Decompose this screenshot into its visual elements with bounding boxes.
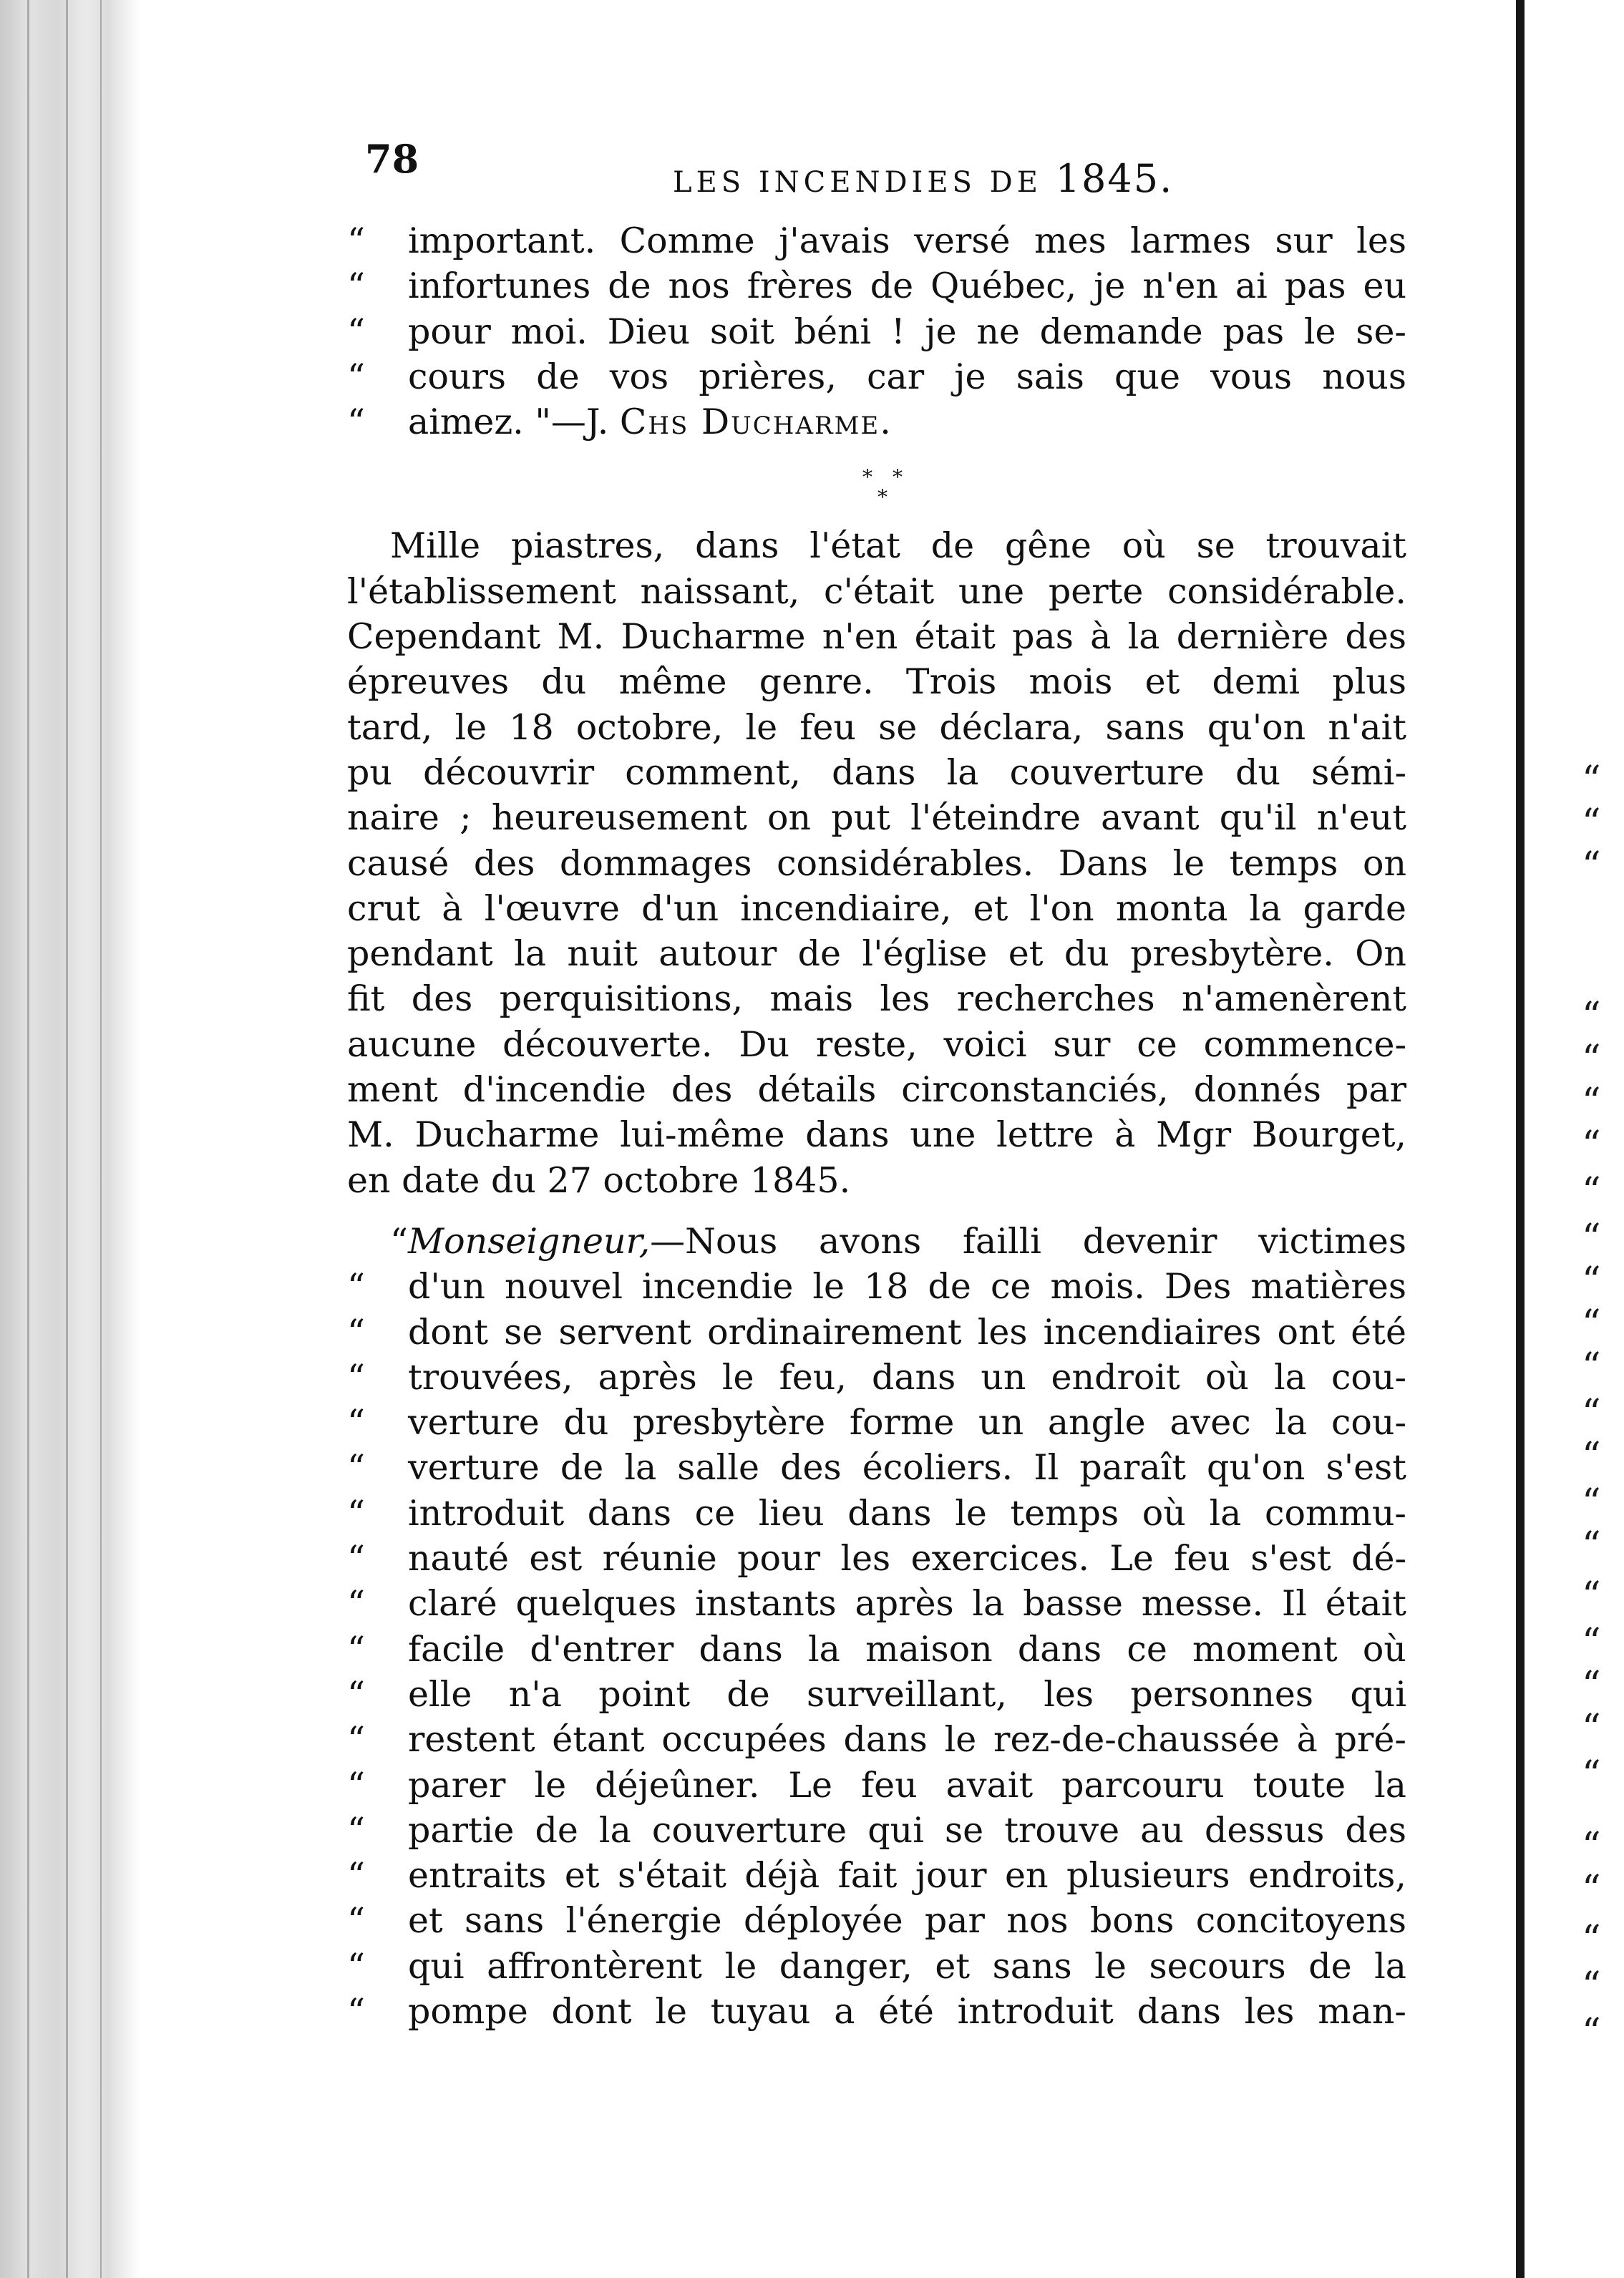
text-line: M. Ducharme lui-même dans une lettre à Mgr Bourget, [347,1114,1406,1156]
letter-continuation [347,218,1406,444]
quote-mark: “ [347,1402,366,1444]
text-line: “ partie de la couverture qui se trouve au dessus des [347,1808,1406,1853]
text-line: “ d'un nouvel incendie le 18 de ce mois. Des matières [347,1264,1406,1309]
quote-mark: “ [347,356,366,397]
text-line: “ infortunes de nos frères de Québec, je n'en ai pas eu [347,263,1406,308]
quote-mark: “ [390,1220,409,1262]
text-line: pendant la nuit autour de l'église et du presbytère. On [347,933,1406,975]
facing-page-quote-mark: “ [1582,995,1601,1038]
asterism-star: * [893,465,903,490]
text-line: tard, le 18 octobre, le feu se déclara, sans qu'on n'ait [347,706,1406,748]
text-line: l'établissement naissant, c'était une perte considérable. [347,570,1406,612]
facing-page-quote-mark: “ [1582,1574,1601,1617]
quote-mark: “ [347,311,366,352]
quote-mark: “ [347,1266,366,1308]
running-head-title: LES INCENDIES DE [673,166,1056,199]
quote-mark: “ [347,1628,366,1670]
text-line: “ qui affrontèrent le danger, et sans le secours de la [347,1944,1406,1989]
text-line: “ elle n'a point de surveillant, les personnes qui [347,1672,1406,1717]
facing-page-quote-mark: “ [1582,1435,1601,1478]
quote-mark: “ [347,1538,366,1579]
facing-page-quote-mark: “ [1582,1918,1601,1961]
asterism-star: * [862,465,872,490]
text-line: “ et sans l'énergie déployée par nos bons concitoyens [347,1898,1406,1943]
facing-page-quote-mark: “ [1582,802,1601,844]
facing-page-edge [1516,0,1525,2278]
book-page [347,129,1406,2240]
text-line: crut à l'œuvre d'un incendiaire, et l'on monta la garde [347,887,1406,929]
page-header [347,129,1174,201]
text-line: “ Monseigneur,—Nous avons failli devenir victimes [347,1219,1406,1264]
text-line: épreuves du même genre. Trois mois et demi plus [347,661,1406,703]
text-line: “ claré quelques instants après la basse messe. Il était [347,1581,1406,1626]
facing-page-quote-mark: “ [1582,1481,1601,1524]
text-line: “ facile d'entrer dans la maison dans ce moment où [347,1627,1406,1672]
facing-page-quote-mark: “ [1582,1260,1601,1303]
text-line: aucune découverte. Du reste, voici sur ce commence- [347,1023,1406,1065]
text-line: “ nauté est réunie pour les exercices. Le feu s'est dé- [347,1536,1406,1581]
facing-page-quote-mark: “ [1582,1392,1601,1435]
gutter-edge-line [100,0,102,2278]
gutter-edge-line [66,0,68,2278]
text-line: pu découvrir comment, dans la couverture du sémi- [347,751,1406,793]
text-line: “ introduit dans ce lieu dans le temps où la commu- [347,1491,1406,1536]
facing-page-quote-mark: “ [1582,1868,1601,1911]
facing-page-quote-mark: “ [1582,1303,1601,1345]
quote-mark: “ [347,1900,366,1942]
facing-page-quote-mark: “ [1582,1707,1601,1750]
signature: Chs Ducharme. [619,401,893,443]
facing-page-quote-mark: “ [1582,759,1601,802]
text-line: ment d'incendie des détails circonstanciés, donnés par [347,1069,1406,1111]
running-head [673,156,1173,201]
text-line: Cependant M. Ducharme n'en était pas à la dernière des [347,616,1406,658]
text-line: “ trouvées, après le feu, dans un endroit où la cou- [347,1355,1406,1400]
text-line: naire ; heureusement on put l'éteindre avant qu'il n'eut [347,797,1406,839]
facing-page-quote-mark: “ [1582,1825,1601,1868]
text-line: “ cours de vos prières, car je sais que vous nous [347,354,1406,399]
text-line: “ entraits et s'était déjà fait jour en plusieurs endroits, [347,1853,1406,1898]
text-line: “ parer le déjeûner. Le feu avait parcouru toute la [347,1763,1406,1808]
narrative-paragraph [347,523,1406,1202]
quote-mark: “ [347,1673,366,1715]
asterism-star: * [877,485,888,510]
page-number: 78 [365,136,419,182]
gutter-edge-line [27,0,29,2278]
facing-page-quote-mark: “ [1582,1345,1601,1388]
facing-page-quote-mark: “ [1582,1524,1601,1567]
facing-page-quote-mark: “ [1582,1217,1601,1260]
quote-mark: “ [347,1945,366,1987]
text-line: “ restent étant occupées dans le rez-de-chaussée à pré- [347,1717,1406,1762]
quote-mark: “ [347,1764,366,1806]
quoted-letter [347,1219,1406,2034]
quote-mark: “ [347,1356,366,1398]
facing-page-quote-mark: “ [1582,1965,1601,2007]
facing-page-quote-mark: “ [1582,844,1601,887]
quote-mark: “ [347,1492,366,1534]
text-line: Mille piastres, dans l'état de gêne où se trouvait [390,525,1406,567]
text-line: “ verture du presbytère forme un angle avec la cou- [347,1400,1406,1445]
quote-mark: “ [347,1583,366,1625]
binding-gutter [0,0,140,2278]
quote-mark: “ [347,1855,366,1897]
quote-mark: “ [347,1311,366,1353]
text-line: causé des dommages considérables. Dans le temps on [347,842,1406,884]
quote-mark: “ [347,1990,366,2032]
facing-page-quote-mark: “ [1582,1170,1601,1213]
quote-mark: “ [347,266,366,307]
quote-mark: “ [347,220,366,261]
text-line: “ important. Comme j'avais versé mes larmes sur les [347,218,1406,263]
running-head-year: 1845. [1055,156,1174,201]
quote-mark: “ [347,1809,366,1851]
text-line: en date du 27 octobre 1845. [347,1159,851,1201]
letter-salutation: Monseigneur, [408,1220,651,1262]
facing-page-quote-marks [1582,0,1624,2278]
text-line: “ dont se servent ordinairement les incendiaires ont été [347,1310,1406,1355]
facing-page-quote-mark: “ [1582,2011,1601,2054]
facing-page-quote-mark: “ [1582,1664,1601,1707]
text-line: “ pompe dont le tuyau a été introduit dans les man- [347,1989,1406,2034]
quote-mark: “ [347,1447,366,1489]
facing-page-quote-mark: “ [1582,1081,1601,1124]
page-body [347,218,1406,2034]
quote-mark: “ [347,1719,366,1761]
facing-page-quote-mark: “ [1582,1753,1601,1796]
asterism [347,444,1406,523]
text-line: “ pour moi. Dieu soit béni ! je ne demande pas le se- [347,309,1406,354]
facing-page-quote-mark: “ [1582,1038,1601,1081]
text-line: fit des perquisitions, mais les recherches n'amenèrent [347,978,1406,1020]
facing-page-quote-mark: “ [1582,1621,1601,1664]
text-line: “ verture de la salle des écoliers. Il paraît qu'on s'est [347,1445,1406,1490]
quote-mark: “ [347,401,366,443]
facing-page-quote-mark: “ [1582,1124,1601,1167]
text-line: “ aimez. "—J. Chs Ducharme. [347,399,1406,444]
